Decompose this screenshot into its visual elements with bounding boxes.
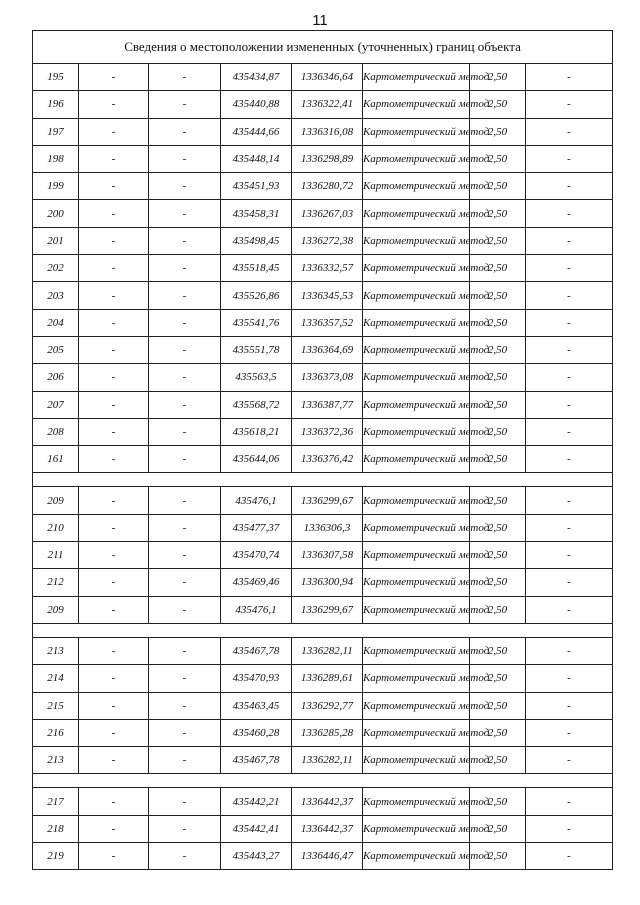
group-separator-row — [33, 774, 613, 788]
empty-x-cell: - — [79, 446, 149, 473]
table-row — [33, 255, 613, 282]
method-cell: Картометрический метод — [363, 815, 470, 842]
accuracy-cell: 2,50 — [470, 719, 526, 746]
point-number-cell: 211 — [33, 542, 79, 569]
empty-x-cell: - — [79, 282, 149, 309]
accuracy-cell: 2,50 — [470, 692, 526, 719]
accuracy-cell: 2,50 — [470, 309, 526, 336]
group-separator-row — [33, 623, 613, 637]
empty-y-cell: - — [149, 364, 221, 391]
method-cell: Картометрический метод — [363, 255, 470, 282]
description-cell: - — [526, 514, 613, 541]
method-cell: Картометрический метод — [363, 282, 470, 309]
x-coordinate-cell: 435568,72 — [221, 391, 292, 418]
method-cell: Картометрический метод — [363, 145, 470, 172]
point-number-cell: 204 — [33, 309, 79, 336]
empty-x-cell: - — [79, 514, 149, 541]
point-number-cell: 209 — [33, 596, 79, 623]
point-number-cell: 205 — [33, 336, 79, 363]
x-coordinate-cell: 435476,1 — [221, 487, 292, 514]
empty-y-cell: - — [149, 118, 221, 145]
empty-y-cell: - — [149, 309, 221, 336]
description-cell: - — [526, 364, 613, 391]
table-row — [33, 227, 613, 254]
y-coordinate-cell: 1336267,03 — [292, 200, 363, 227]
description-cell: - — [526, 747, 613, 774]
x-coordinate-cell: 435440,88 — [221, 91, 292, 118]
x-coordinate-cell: 435467,78 — [221, 747, 292, 774]
accuracy-cell: 2,50 — [470, 118, 526, 145]
y-coordinate-cell: 1336322,41 — [292, 91, 363, 118]
empty-x-cell: - — [79, 596, 149, 623]
empty-y-cell: - — [149, 596, 221, 623]
description-cell: - — [526, 596, 613, 623]
x-coordinate-cell: 435498,45 — [221, 227, 292, 254]
x-coordinate-cell: 435463,45 — [221, 692, 292, 719]
description-cell: - — [526, 569, 613, 596]
description-cell: - — [526, 227, 613, 254]
empty-x-cell: - — [79, 364, 149, 391]
point-number-cell: 218 — [33, 815, 79, 842]
empty-y-cell: - — [149, 173, 221, 200]
point-number-cell: 212 — [33, 569, 79, 596]
separator-cell — [33, 774, 613, 788]
description-cell: - — [526, 309, 613, 336]
method-cell: Картометрический метод — [363, 91, 470, 118]
table-row — [33, 145, 613, 172]
empty-x-cell: - — [79, 91, 149, 118]
accuracy-cell: 2,50 — [470, 145, 526, 172]
method-cell: Картометрический метод — [363, 64, 470, 91]
y-coordinate-cell: 1336300,94 — [292, 569, 363, 596]
empty-x-cell: - — [79, 391, 149, 418]
accuracy-cell: 2,50 — [470, 665, 526, 692]
method-cell: Картометрический метод — [363, 118, 470, 145]
accuracy-cell: 2,50 — [470, 446, 526, 473]
empty-y-cell: - — [149, 637, 221, 664]
accuracy-cell: 2,50 — [470, 364, 526, 391]
description-cell: - — [526, 118, 613, 145]
x-coordinate-cell: 435470,93 — [221, 665, 292, 692]
empty-x-cell: - — [79, 309, 149, 336]
empty-y-cell: - — [149, 815, 221, 842]
x-coordinate-cell: 435434,87 — [221, 64, 292, 91]
point-number-cell: 202 — [33, 255, 79, 282]
x-coordinate-cell: 435526,86 — [221, 282, 292, 309]
method-cell: Картометрический метод — [363, 637, 470, 664]
method-cell: Картометрический метод — [363, 747, 470, 774]
x-coordinate-cell: 435469,46 — [221, 569, 292, 596]
x-coordinate-cell: 435448,14 — [221, 145, 292, 172]
table-row — [33, 843, 613, 870]
point-number-cell: 213 — [33, 637, 79, 664]
description-cell: - — [526, 542, 613, 569]
empty-y-cell: - — [149, 255, 221, 282]
table-row — [33, 173, 613, 200]
empty-y-cell: - — [149, 487, 221, 514]
description-cell: - — [526, 64, 613, 91]
table-row — [33, 596, 613, 623]
point-number-cell: 208 — [33, 418, 79, 445]
method-cell: Картометрический метод — [363, 596, 470, 623]
empty-x-cell: - — [79, 487, 149, 514]
table-row — [33, 118, 613, 145]
description-cell: - — [526, 145, 613, 172]
accuracy-cell: 2,50 — [470, 747, 526, 774]
method-cell: Картометрический метод — [363, 843, 470, 870]
table-row — [33, 64, 613, 91]
empty-y-cell: - — [149, 665, 221, 692]
empty-x-cell: - — [79, 692, 149, 719]
y-coordinate-cell: 1336280,72 — [292, 173, 363, 200]
method-cell: Картометрический метод — [363, 569, 470, 596]
empty-x-cell: - — [79, 336, 149, 363]
y-coordinate-cell: 1336446,47 — [292, 843, 363, 870]
separator-cell — [33, 623, 613, 637]
empty-y-cell: - — [149, 692, 221, 719]
empty-x-cell: - — [79, 418, 149, 445]
x-coordinate-cell: 435451,93 — [221, 173, 292, 200]
accuracy-cell: 2,50 — [470, 336, 526, 363]
y-coordinate-cell: 1336442,37 — [292, 788, 363, 815]
table-row — [33, 309, 613, 336]
point-number-cell: 199 — [33, 173, 79, 200]
accuracy-cell: 2,50 — [470, 255, 526, 282]
table-row — [33, 336, 613, 363]
y-coordinate-cell: 1336345,53 — [292, 282, 363, 309]
empty-y-cell: - — [149, 446, 221, 473]
method-cell: Картометрический метод — [363, 719, 470, 746]
table-row — [33, 747, 613, 774]
point-number-cell: 161 — [33, 446, 79, 473]
table-row — [33, 514, 613, 541]
description-cell: - — [526, 692, 613, 719]
description-cell: - — [526, 719, 613, 746]
x-coordinate-cell: 435541,76 — [221, 309, 292, 336]
method-cell: Картометрический метод — [363, 418, 470, 445]
point-number-cell: 213 — [33, 747, 79, 774]
description-cell: - — [526, 255, 613, 282]
empty-x-cell: - — [79, 815, 149, 842]
table-row — [33, 418, 613, 445]
description-cell: - — [526, 418, 613, 445]
method-cell: Картометрический метод — [363, 173, 470, 200]
y-coordinate-cell: 1336299,67 — [292, 487, 363, 514]
empty-y-cell: - — [149, 418, 221, 445]
table-row — [33, 282, 613, 309]
accuracy-cell: 2,50 — [470, 391, 526, 418]
y-coordinate-cell: 1336332,57 — [292, 255, 363, 282]
accuracy-cell: 2,50 — [470, 569, 526, 596]
y-coordinate-cell: 1336307,58 — [292, 542, 363, 569]
empty-y-cell: - — [149, 788, 221, 815]
x-coordinate-cell: 435644,06 — [221, 446, 292, 473]
description-cell: - — [526, 173, 613, 200]
table-row — [33, 446, 613, 473]
table-row — [33, 391, 613, 418]
empty-y-cell: - — [149, 843, 221, 870]
description-cell: - — [526, 788, 613, 815]
method-cell: Картометрический метод — [363, 200, 470, 227]
point-number-cell: 219 — [33, 843, 79, 870]
accuracy-cell: 2,50 — [470, 596, 526, 623]
empty-x-cell: - — [79, 719, 149, 746]
point-number-cell: 197 — [33, 118, 79, 145]
method-cell: Картометрический метод — [363, 692, 470, 719]
empty-y-cell: - — [149, 282, 221, 309]
empty-x-cell: - — [79, 665, 149, 692]
description-cell: - — [526, 391, 613, 418]
description-cell: - — [526, 487, 613, 514]
accuracy-cell: 2,50 — [470, 514, 526, 541]
y-coordinate-cell: 1336292,77 — [292, 692, 363, 719]
y-coordinate-cell: 1336285,28 — [292, 719, 363, 746]
empty-y-cell: - — [149, 200, 221, 227]
x-coordinate-cell: 435551,78 — [221, 336, 292, 363]
y-coordinate-cell: 1336376,42 — [292, 446, 363, 473]
x-coordinate-cell: 435476,1 — [221, 596, 292, 623]
description-cell: - — [526, 336, 613, 363]
x-coordinate-cell: 435460,28 — [221, 719, 292, 746]
accuracy-cell: 2,50 — [470, 200, 526, 227]
empty-x-cell: - — [79, 747, 149, 774]
method-cell: Картометрический метод — [363, 446, 470, 473]
empty-x-cell: - — [79, 788, 149, 815]
table-row — [33, 364, 613, 391]
table-row — [33, 542, 613, 569]
description-cell: - — [526, 665, 613, 692]
y-coordinate-cell: 1336306,3 — [292, 514, 363, 541]
table-row — [33, 788, 613, 815]
empty-x-cell: - — [79, 118, 149, 145]
x-coordinate-cell: 435443,27 — [221, 843, 292, 870]
method-cell: Картометрический метод — [363, 309, 470, 336]
table-row — [33, 91, 613, 118]
point-number-cell: 198 — [33, 145, 79, 172]
table-row — [33, 487, 613, 514]
empty-x-cell: - — [79, 637, 149, 664]
accuracy-cell: 2,50 — [470, 815, 526, 842]
empty-y-cell: - — [149, 542, 221, 569]
table-row — [33, 569, 613, 596]
x-coordinate-cell: 435442,21 — [221, 788, 292, 815]
y-coordinate-cell: 1336282,11 — [292, 747, 363, 774]
empty-x-cell: - — [79, 200, 149, 227]
accuracy-cell: 2,50 — [470, 64, 526, 91]
empty-x-cell: - — [79, 64, 149, 91]
accuracy-cell: 2,50 — [470, 173, 526, 200]
group-separator-row — [33, 473, 613, 487]
table-row — [33, 200, 613, 227]
empty-y-cell: - — [149, 719, 221, 746]
accuracy-cell: 2,50 — [470, 487, 526, 514]
method-cell: Картометрический метод — [363, 227, 470, 254]
x-coordinate-cell: 435467,78 — [221, 637, 292, 664]
accuracy-cell: 2,50 — [470, 282, 526, 309]
description-cell: - — [526, 91, 613, 118]
method-cell: Картометрический метод — [363, 487, 470, 514]
method-cell: Картометрический метод — [363, 542, 470, 569]
y-coordinate-cell: 1336357,52 — [292, 309, 363, 336]
empty-x-cell: - — [79, 173, 149, 200]
description-cell: - — [526, 200, 613, 227]
y-coordinate-cell: 1336299,67 — [292, 596, 363, 623]
table-title: Сведения о местоположении измененных (уточненных) границ объекта — [33, 31, 613, 64]
boundary-points-table — [32, 30, 613, 870]
method-cell: Картометрический метод — [363, 391, 470, 418]
x-coordinate-cell: 435470,74 — [221, 542, 292, 569]
method-cell: Картометрический метод — [363, 665, 470, 692]
point-number-cell: 210 — [33, 514, 79, 541]
y-coordinate-cell: 1336346,64 — [292, 64, 363, 91]
point-number-cell: 195 — [33, 64, 79, 91]
table-row — [33, 719, 613, 746]
y-coordinate-cell: 1336442,37 — [292, 815, 363, 842]
y-coordinate-cell: 1336373,08 — [292, 364, 363, 391]
page-number: 11 — [312, 12, 328, 29]
empty-y-cell: - — [149, 64, 221, 91]
point-number-cell: 215 — [33, 692, 79, 719]
empty-y-cell: - — [149, 227, 221, 254]
table-row — [33, 637, 613, 664]
point-number-cell: 196 — [33, 91, 79, 118]
point-number-cell: 207 — [33, 391, 79, 418]
point-number-cell: 206 — [33, 364, 79, 391]
x-coordinate-cell: 435518,45 — [221, 255, 292, 282]
point-number-cell: 214 — [33, 665, 79, 692]
method-cell: Картометрический метод — [363, 364, 470, 391]
point-number-cell: 216 — [33, 719, 79, 746]
x-coordinate-cell: 435444,66 — [221, 118, 292, 145]
y-coordinate-cell: 1336364,69 — [292, 336, 363, 363]
accuracy-cell: 2,50 — [470, 91, 526, 118]
y-coordinate-cell: 1336316,08 — [292, 118, 363, 145]
accuracy-cell: 2,50 — [470, 788, 526, 815]
empty-y-cell: - — [149, 91, 221, 118]
point-number-cell: 203 — [33, 282, 79, 309]
method-cell: Картометрический метод — [363, 514, 470, 541]
empty-x-cell: - — [79, 255, 149, 282]
point-number-cell: 200 — [33, 200, 79, 227]
table-header-row — [33, 31, 613, 64]
y-coordinate-cell: 1336289,61 — [292, 665, 363, 692]
empty-x-cell: - — [79, 843, 149, 870]
empty-y-cell: - — [149, 145, 221, 172]
accuracy-cell: 2,50 — [470, 227, 526, 254]
empty-x-cell: - — [79, 145, 149, 172]
point-number-cell: 201 — [33, 227, 79, 254]
y-coordinate-cell: 1336372,36 — [292, 418, 363, 445]
empty-y-cell: - — [149, 514, 221, 541]
method-cell: Картометрический метод — [363, 336, 470, 363]
empty-x-cell: - — [79, 569, 149, 596]
accuracy-cell: 2,50 — [470, 843, 526, 870]
description-cell: - — [526, 815, 613, 842]
x-coordinate-cell: 435442,41 — [221, 815, 292, 842]
table-row — [33, 665, 613, 692]
empty-y-cell: - — [149, 336, 221, 363]
x-coordinate-cell: 435477,37 — [221, 514, 292, 541]
x-coordinate-cell: 435458,31 — [221, 200, 292, 227]
table-row — [33, 692, 613, 719]
y-coordinate-cell: 1336298,89 — [292, 145, 363, 172]
table-row — [33, 815, 613, 842]
method-cell: Картометрический метод — [363, 788, 470, 815]
description-cell: - — [526, 282, 613, 309]
y-coordinate-cell: 1336282,11 — [292, 637, 363, 664]
accuracy-cell: 2,50 — [470, 418, 526, 445]
empty-x-cell: - — [79, 542, 149, 569]
y-coordinate-cell: 1336387,77 — [292, 391, 363, 418]
point-number-cell: 217 — [33, 788, 79, 815]
x-coordinate-cell: 435618,21 — [221, 418, 292, 445]
accuracy-cell: 2,50 — [470, 637, 526, 664]
x-coordinate-cell: 435563,5 — [221, 364, 292, 391]
description-cell: - — [526, 637, 613, 664]
point-number-cell: 209 — [33, 487, 79, 514]
separator-cell — [33, 473, 613, 487]
accuracy-cell: 2,50 — [470, 542, 526, 569]
description-cell: - — [526, 843, 613, 870]
empty-x-cell: - — [79, 227, 149, 254]
description-cell: - — [526, 446, 613, 473]
y-coordinate-cell: 1336272,38 — [292, 227, 363, 254]
empty-y-cell: - — [149, 747, 221, 774]
empty-y-cell: - — [149, 569, 221, 596]
empty-y-cell: - — [149, 391, 221, 418]
